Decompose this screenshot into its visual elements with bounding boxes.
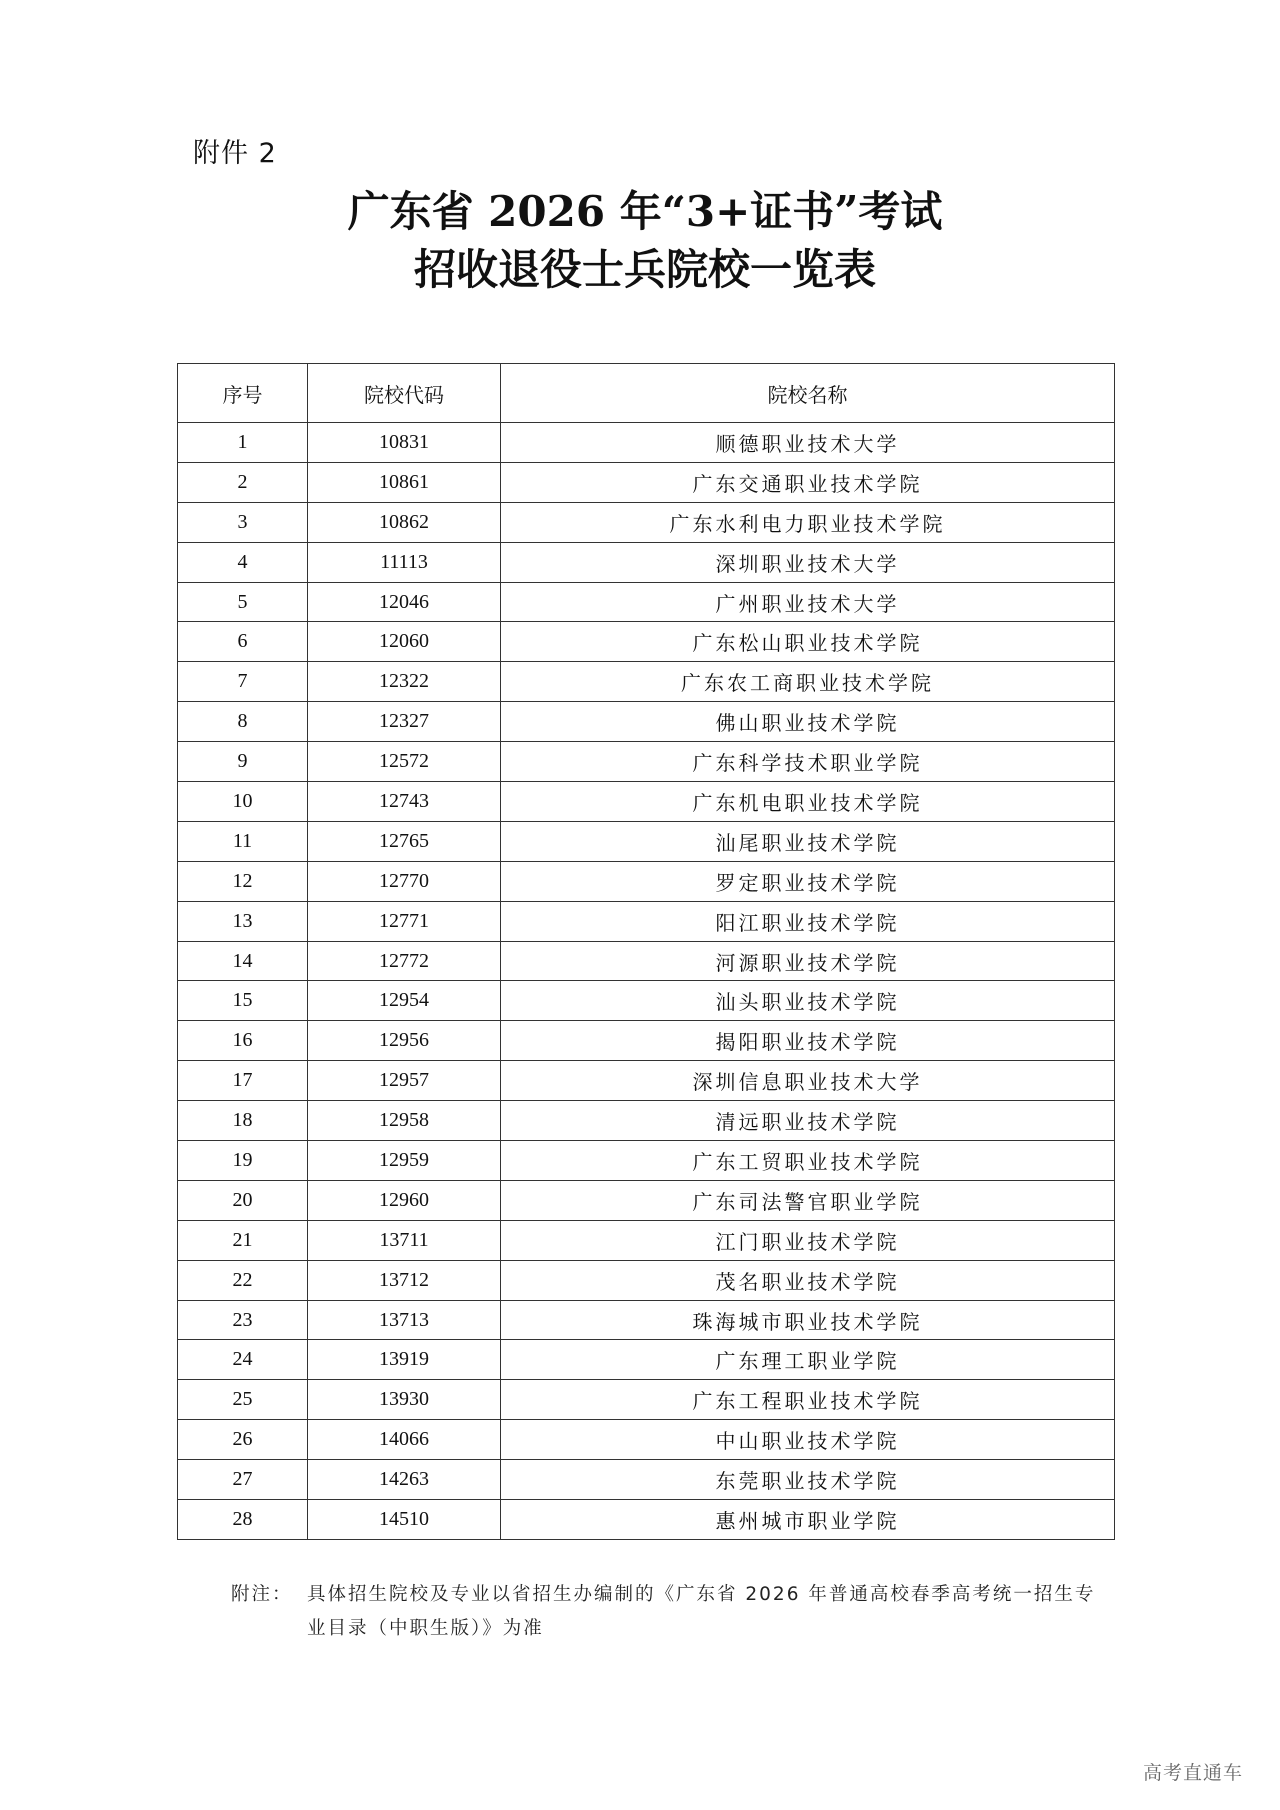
school-code-cell: 14510: [308, 1500, 501, 1540]
school-code-cell: 12960: [308, 1180, 501, 1220]
school-name-cell: 清远职业技术学院: [501, 1101, 1115, 1141]
header-serial-number: 序号: [178, 364, 308, 423]
school-code-cell: 12322: [308, 662, 501, 702]
table-row: [178, 1021, 1115, 1061]
school-code-cell: 14066: [308, 1420, 501, 1460]
school-name-cell: 佛山职业技术学院: [501, 702, 1115, 742]
school-name-cell: 东莞职业技术学院: [501, 1460, 1115, 1500]
document-title-line-2: 招收退役士兵院校一览表: [413, 245, 876, 294]
serial-number-cell: 7: [178, 662, 308, 702]
table-row: [178, 702, 1115, 742]
school-code-cell: 11113: [308, 542, 501, 582]
school-name-cell: 阳江职业技术学院: [501, 901, 1115, 941]
school-code-cell: 12957: [308, 1061, 501, 1101]
table-row: [178, 542, 1115, 582]
school-name-cell: 汕头职业技术学院: [501, 981, 1115, 1021]
school-name-cell: 珠海城市职业技术学院: [501, 1300, 1115, 1340]
serial-number-cell: 10: [178, 782, 308, 822]
school-code-cell: 12765: [308, 821, 501, 861]
header-school-code: 院校代码: [308, 364, 501, 423]
serial-number-cell: 8: [178, 702, 308, 742]
school-code-cell: 12743: [308, 782, 501, 822]
table-row: [178, 502, 1115, 542]
school-name-cell: 广东理工职业学院: [501, 1340, 1115, 1380]
school-code-cell: 12327: [308, 702, 501, 742]
school-name-cell: 广东科学技术职业学院: [501, 742, 1115, 782]
school-name-cell: 广东工贸职业技术学院: [501, 1141, 1115, 1181]
school-name-cell: 广东水利电力职业技术学院: [501, 502, 1115, 542]
serial-number-cell: 15: [178, 981, 308, 1021]
school-name-cell: 罗定职业技术学院: [501, 861, 1115, 901]
school-name-cell: 中山职业技术学院: [501, 1420, 1115, 1460]
school-code-cell: 12572: [308, 742, 501, 782]
table-row: [178, 1220, 1115, 1260]
table-row: [178, 1260, 1115, 1300]
school-code-cell: 12770: [308, 861, 501, 901]
serial-number-cell: 21: [178, 1220, 308, 1260]
table-row: [178, 462, 1115, 502]
table-row: [178, 662, 1115, 702]
serial-number-cell: 18: [178, 1101, 308, 1141]
table-row: [178, 821, 1115, 861]
table-row: [178, 1300, 1115, 1340]
school-code-cell: 10831: [308, 423, 501, 463]
school-name-cell: 揭阳职业技术学院: [501, 1021, 1115, 1061]
serial-number-cell: 20: [178, 1180, 308, 1220]
school-name-cell: 江门职业技术学院: [501, 1220, 1115, 1260]
serial-number-cell: 24: [178, 1340, 308, 1380]
table-row: [178, 1180, 1115, 1220]
school-name-cell: 顺德职业技术大学: [501, 423, 1115, 463]
school-code-cell: 13713: [308, 1300, 501, 1340]
school-code-cell: 13919: [308, 1340, 501, 1380]
footnote-label: 附注：: [231, 1584, 293, 1605]
serial-number-cell: 13: [178, 901, 308, 941]
table-row: [178, 1380, 1115, 1420]
school-code-cell: 13711: [308, 1220, 501, 1260]
school-code-cell: 12958: [308, 1101, 501, 1141]
serial-number-cell: 5: [178, 582, 308, 622]
table-row: [178, 1061, 1115, 1101]
table-row: [178, 782, 1115, 822]
school-name-cell: 深圳职业技术大学: [501, 542, 1115, 582]
attachment-label: 附件 2: [193, 138, 277, 169]
table-row: [178, 981, 1115, 1021]
school-name-cell: 广东司法警官职业学院: [501, 1180, 1115, 1220]
table-body: [178, 423, 1115, 1540]
table-row: [178, 423, 1115, 463]
school-name-cell: 汕尾职业技术学院: [501, 821, 1115, 861]
serial-number-cell: 9: [178, 742, 308, 782]
school-name-cell: 广州职业技术大学: [501, 582, 1115, 622]
serial-number-cell: 26: [178, 1420, 308, 1460]
school-code-cell: 10862: [308, 502, 501, 542]
school-code-cell: 14263: [308, 1460, 501, 1500]
school-name-cell: 广东工程职业技术学院: [501, 1380, 1115, 1420]
serial-number-cell: 11: [178, 821, 308, 861]
school-code-cell: 12956: [308, 1021, 501, 1061]
school-code-cell: 13712: [308, 1260, 501, 1300]
table-row: [178, 1460, 1115, 1500]
school-name-cell: 惠州城市职业学院: [501, 1500, 1115, 1540]
table-row: [178, 1101, 1115, 1141]
serial-number-cell: 1: [178, 423, 308, 463]
school-name-cell: 广东交通职业技术学院: [501, 462, 1115, 502]
footnote-text: 具体招生院校及专业以省招生办编制的《广东省 2026 年普通高校春季高考统一招生专业目录（中职生版）》为准: [307, 1584, 1096, 1639]
table-row: [178, 1340, 1115, 1380]
serial-number-cell: 2: [178, 462, 308, 502]
table-header-row: [178, 364, 1115, 423]
school-code-cell: 12060: [308, 622, 501, 662]
table-row: [178, 582, 1115, 622]
serial-number-cell: 25: [178, 1380, 308, 1420]
serial-number-cell: 19: [178, 1141, 308, 1181]
school-code-cell: 13930: [308, 1380, 501, 1420]
serial-number-cell: 16: [178, 1021, 308, 1061]
school-code-cell: 12954: [308, 981, 501, 1021]
header-school-name: 院校名称: [501, 364, 1115, 423]
serial-number-cell: 22: [178, 1260, 308, 1300]
school-code-cell: 12772: [308, 941, 501, 981]
table-row: [178, 901, 1115, 941]
serial-number-cell: 28: [178, 1500, 308, 1540]
table-row: [178, 742, 1115, 782]
table-row: [178, 861, 1115, 901]
schools-table: [177, 363, 1115, 1540]
table-row: [178, 1500, 1115, 1540]
school-code-cell: 12959: [308, 1141, 501, 1181]
serial-number-cell: 4: [178, 542, 308, 582]
table-row: [178, 622, 1115, 662]
school-name-cell: 茂名职业技术学院: [501, 1260, 1115, 1300]
watermark: 高考直通车: [1143, 1762, 1244, 1784]
table-row: [178, 1141, 1115, 1181]
school-name-cell: 河源职业技术学院: [501, 941, 1115, 981]
school-name-cell: 广东松山职业技术学院: [501, 622, 1115, 662]
school-name-cell: 深圳信息职业技术大学: [501, 1061, 1115, 1101]
serial-number-cell: 14: [178, 941, 308, 981]
school-code-cell: 12046: [308, 582, 501, 622]
table-row: [178, 941, 1115, 981]
serial-number-cell: 3: [178, 502, 308, 542]
serial-number-cell: 23: [178, 1300, 308, 1340]
school-code-cell: 10861: [308, 462, 501, 502]
document-title-line-1: 广东省 2026 年“3+证书”考试: [347, 187, 943, 236]
serial-number-cell: 6: [178, 622, 308, 662]
table-row: [178, 1420, 1115, 1460]
serial-number-cell: 27: [178, 1460, 308, 1500]
school-name-cell: 广东农工商职业技术学院: [501, 662, 1115, 702]
serial-number-cell: 17: [178, 1061, 308, 1101]
serial-number-cell: 12: [178, 861, 308, 901]
school-code-cell: 12771: [308, 901, 501, 941]
school-name-cell: 广东机电职业技术学院: [501, 782, 1115, 822]
